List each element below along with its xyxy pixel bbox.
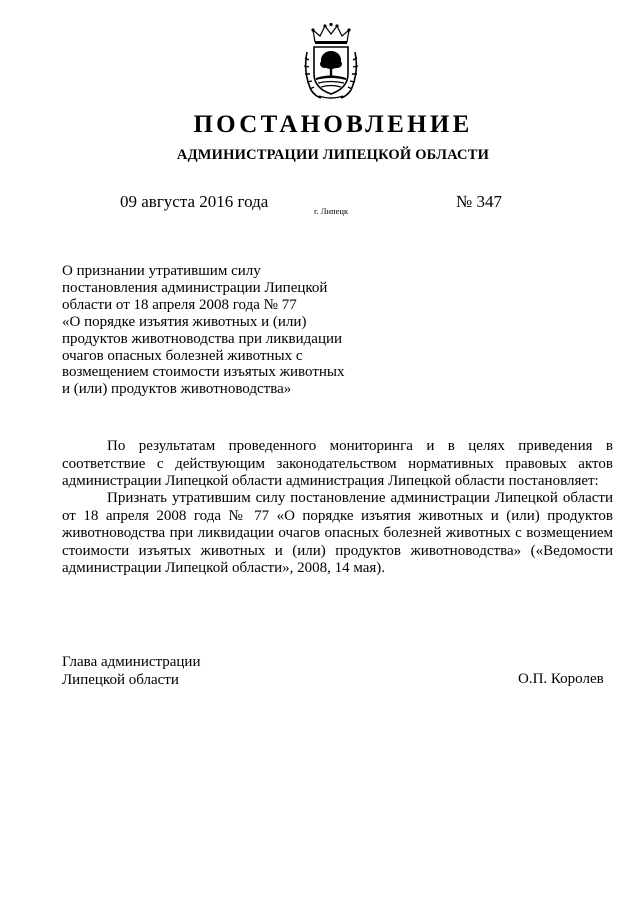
document-subtitle: АДМИНИСТРАЦИИ ЛИПЕЦКОЙ ОБЛАСТИ xyxy=(176,147,490,163)
signature-position-line: Липецкой области xyxy=(62,671,179,688)
document-heading xyxy=(62,263,362,398)
heading-line: возмещением стоимости изъятых животных xyxy=(62,364,345,381)
coat-of-arms-icon xyxy=(301,22,361,100)
heading-line: постановления администрации Липецкой xyxy=(62,279,328,296)
heading-line: О признании утратившим силу xyxy=(62,263,261,279)
heading-line: продуктов животноводства при ликвидации xyxy=(62,330,343,347)
signature-position xyxy=(62,654,200,689)
heading-line: области от 18 апреля 2008 года № 77 xyxy=(62,296,297,313)
heading-line: и (или) продуктов животноводства» xyxy=(62,381,292,398)
signature-name: О.П. Королев xyxy=(518,671,604,687)
document-date: 09 августа 2016 года xyxy=(120,192,269,211)
document-title: ПОСТАНОВЛЕНИЕ xyxy=(193,111,473,138)
body-paragraph-2: Признать утратившим силу постановление администрации Липецкой области от 18 апреля 2008 года № 77 «О порядке изъятия животных и (или) продуктов животноводства при ликвидации очагов опасных болезней животных с возмещением стоимости изъятых животных и (или) продуктов животноводства» («Ведомости администрации Липецкой области», 2008, 14 мая). xyxy=(62,490,613,576)
document-city: г. Липецк xyxy=(314,206,349,216)
document-number: № 347 xyxy=(456,192,502,211)
body-paragraph-1: По результатам проведенного мониторинга и в целях приведения в соответствие с действующим законодательством нормативных правовых актов администрации Липецкой области администрация Липецкой области постановляет: xyxy=(62,438,613,489)
heading-line: «О порядке изъятия животных и (или) xyxy=(62,313,307,330)
signature-position-line: Глава администрации xyxy=(62,654,201,670)
heading-line: очагов опасных болезней животных с xyxy=(62,347,303,364)
